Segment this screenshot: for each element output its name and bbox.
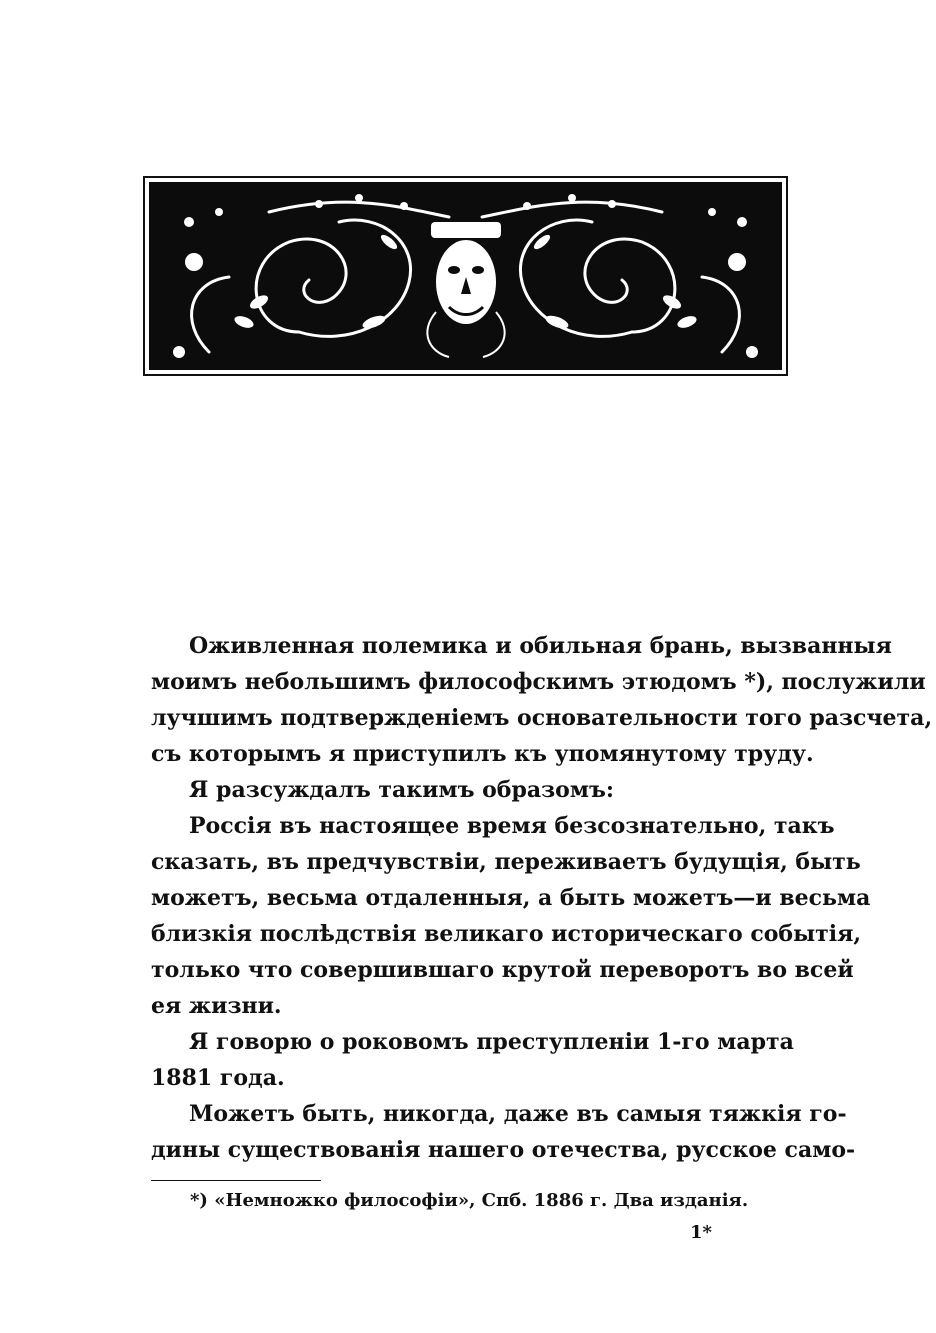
footnote-divider	[151, 1180, 321, 1181]
text-line: дины существованія нашего отечества, русское само-	[151, 1137, 856, 1163]
signature-mark: 1*	[690, 1222, 712, 1243]
footnote: *) «Немножко философіи», Спб. 1886 г. Два изданія.	[190, 1190, 749, 1211]
ornamental-headpiece-icon	[149, 182, 782, 370]
text-line: Россія въ настоящее время безсознательно, такъ	[189, 813, 835, 839]
text-line: съ которымъ я приступилъ къ упомянутому труду.	[151, 741, 814, 767]
text-line: только что совершившаго крутой переворотъ во всей	[151, 957, 854, 983]
text-line: моимъ небольшимъ философскимъ этюдомъ *), послужили	[151, 669, 926, 695]
text-line: Можетъ быть, никогда, даже въ самыя тяжкія го-	[189, 1101, 847, 1127]
text-line: Я разсуждалъ такимъ образомъ:	[189, 777, 614, 803]
text-line: близкія послѣдствія великаго историческаго событія,	[151, 921, 862, 947]
text-line: 1881 года.	[151, 1065, 285, 1091]
text-line: Я говорю о роковомъ преступленіи 1-го марта	[189, 1029, 794, 1055]
ornamental-headpiece	[143, 176, 788, 376]
body-text	[151, 628, 933, 1168]
text-line: лучшимъ подтвержденіемъ основательности того разсчета,	[151, 705, 933, 731]
text-line: сказать, въ предчувствіи, переживаетъ будущія, быть	[151, 849, 861, 875]
text-line: ея жизни.	[151, 993, 282, 1019]
text-line: Оживленная полемика и обильная брань, вызванныя	[189, 633, 892, 659]
text-line: можетъ, весьма отдаленныя, а быть можетъ—и весьма	[151, 885, 871, 911]
